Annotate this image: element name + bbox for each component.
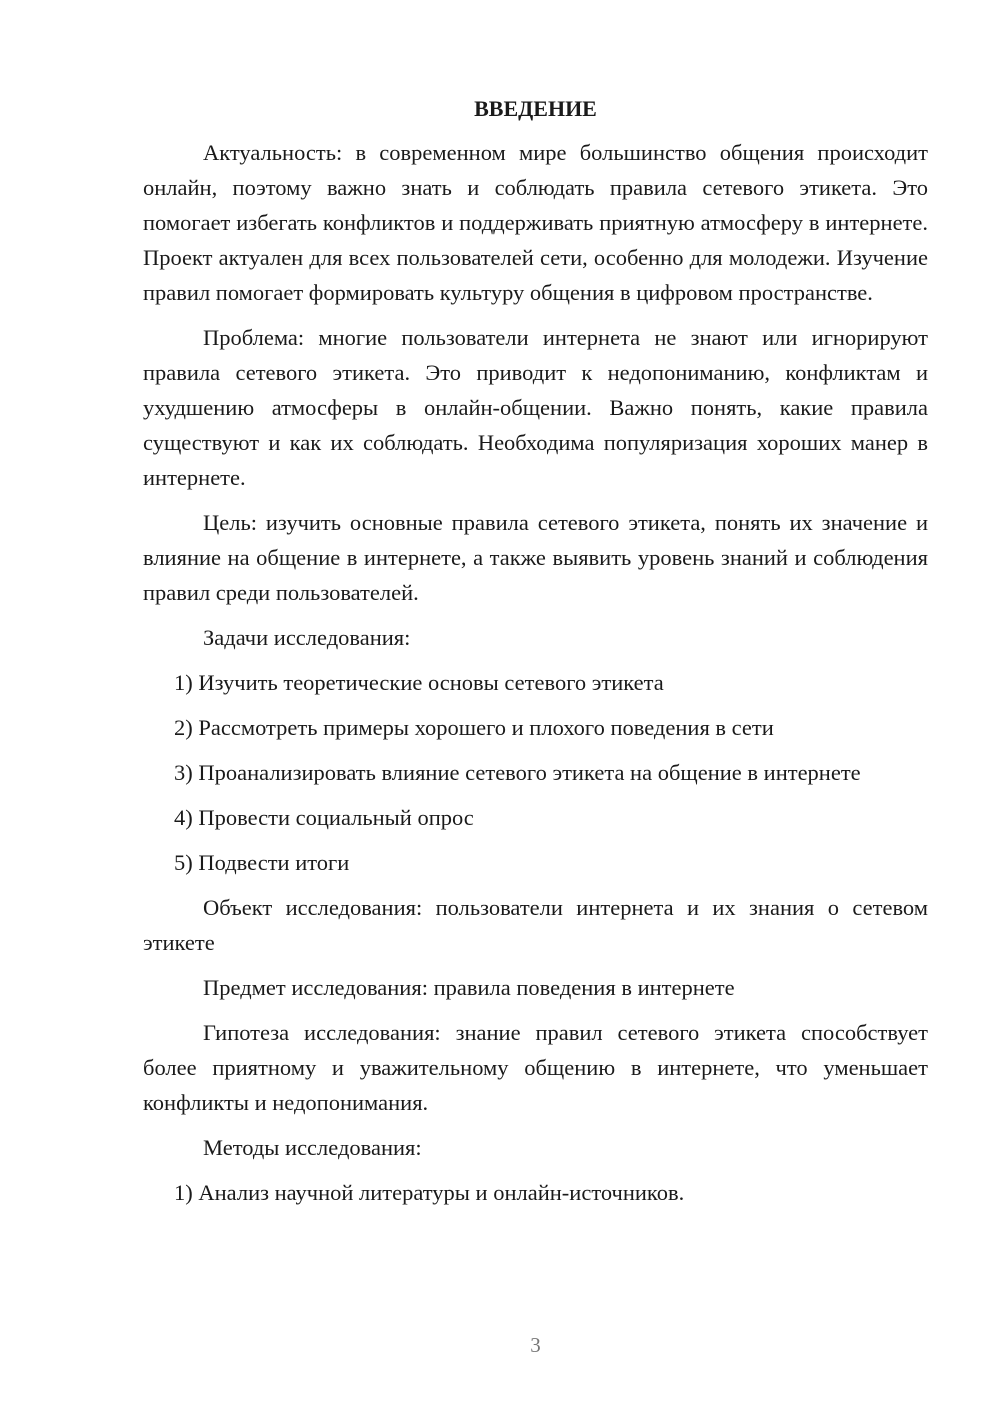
task-item: 4) Провести социальный опрос: [174, 805, 474, 830]
methods-heading: Методы исследования:: [203, 1135, 422, 1160]
page-title: ВВЕДЕНИЕ: [474, 96, 597, 121]
subject-paragraph: Предмет исследования: правила поведения в интернете: [203, 975, 735, 1000]
document-page: [143, 94, 928, 1220]
relevance-paragraph: Актуальность: в современном мире большинство общения происходит онлайн, поэтому важно знать и соблюдать правила сетевого этикета. Это помогает избегать конфликтов и поддерживать приятную атмосферу в интернете. Проект актуален для всех пользователей сети, особенно для молодежи. Изучение правил помогает формировать культуру общения в цифровом пространстве.: [143, 140, 928, 305]
object-paragraph: Объект исследования: пользователи интернета и их знания о сетевом этикете: [143, 895, 928, 955]
task-item: 1) Изучить теоретические основы сетевого этикета: [174, 670, 664, 695]
problem-paragraph: Проблема: многие пользователи интернета не знают или игнорируют правила сетевого этикета. Это приводит к недопониманию, конфликтам и ухудшению атмосферы в онлайн-общении. Важно понять, какие правила существуют и как их соблюдать. Необходима популяризация хороших манер в интернете.: [143, 325, 928, 490]
task-item: 2) Рассмотреть примеры хорошего и плохого поведения в сети: [174, 715, 774, 740]
task-item: 3) Проанализировать влияние сетевого этикета на общение в интернете: [174, 760, 861, 785]
method-item: 1) Анализ научной литературы и онлайн-источников.: [174, 1180, 685, 1205]
tasks-heading: Задачи исследования:: [203, 625, 411, 650]
page-number: 3: [530, 1333, 541, 1357]
task-item: 5) Подвести итоги: [174, 850, 350, 875]
hypothesis-paragraph: Гипотеза исследования: знание правил сетевого этикета способствует более приятному и уважительному общению в интернете, что уменьшает конфликты и недопонимания.: [143, 1020, 928, 1115]
goal-paragraph: Цель: изучить основные правила сетевого этикета, понять их значение и влияние на общение в интернете, а также выявить уровень знаний и соблюдения правил среди пользователей.: [143, 510, 928, 605]
